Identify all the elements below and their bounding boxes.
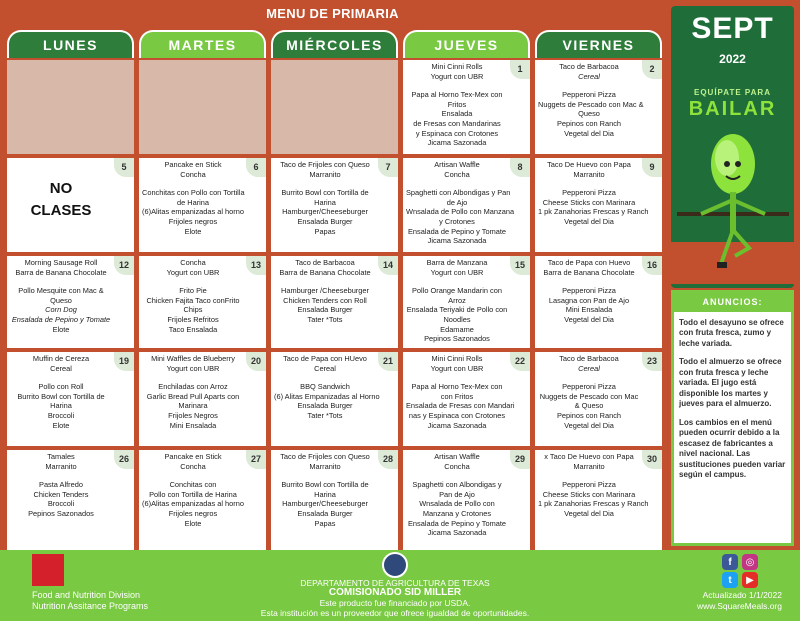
menu-item: Concha bbox=[180, 169, 206, 179]
menu-item: Vegetal del Dia bbox=[564, 216, 614, 226]
menu-item: Barra de Banana Chocolate bbox=[15, 267, 107, 277]
menu-item: Pancake en Stick bbox=[164, 452, 222, 461]
menu-item: Taco Ensalada bbox=[168, 324, 218, 334]
menu-item bbox=[274, 277, 376, 286]
menu-item: Nuggets de Pescado con Mac bbox=[539, 391, 639, 401]
menu-item: Cereal bbox=[50, 363, 72, 373]
menu-item: Frijoles negros bbox=[168, 508, 218, 518]
menu-item bbox=[10, 373, 112, 382]
footer-commissioner: COMISIONADO SID MILLER bbox=[328, 587, 462, 598]
menu-item: Vegetal del Dia bbox=[564, 128, 614, 138]
menu-item: Concha bbox=[180, 461, 206, 471]
menu-item: Pollo Orange Mandarin con bbox=[412, 286, 502, 296]
footer-division: Food and Nutrition Division bbox=[32, 590, 141, 600]
menu-item: Yogurt con UBR bbox=[166, 267, 220, 277]
square-meals-logo-icon bbox=[32, 554, 64, 586]
day-cell bbox=[271, 256, 398, 348]
footer-department: DEPARTAMENTO DE AGRICULTURA DE TEXAS bbox=[300, 578, 490, 588]
menu-item: Mini Cinni Rolls bbox=[431, 354, 483, 363]
menu-item: Marranito bbox=[573, 461, 605, 471]
menu-item: Papas bbox=[314, 226, 336, 236]
day-number: 21 bbox=[378, 352, 398, 371]
day-cell bbox=[7, 256, 134, 348]
day-cell bbox=[271, 60, 398, 154]
month-label: SEPT bbox=[691, 12, 774, 45]
menu-item: 1 pk Zanahorias Frescas y Ranch bbox=[538, 499, 649, 509]
menu-item: Garlic Bread Pull Aparts con bbox=[146, 391, 240, 401]
menu-item: Pasta Alfredo bbox=[39, 480, 83, 490]
menu-item: Taco de Papa con Huevo bbox=[547, 258, 631, 267]
day-cell bbox=[7, 352, 134, 446]
year-label: 2022 bbox=[719, 52, 746, 66]
menu-item: Conchitas con Pollo con Tortilla bbox=[142, 188, 245, 198]
menu-item: Queso bbox=[578, 109, 600, 119]
menu-item: Tater *Tots bbox=[307, 314, 343, 324]
menu-item: Burrito Bowl con Tortilla de bbox=[17, 391, 105, 401]
announcement-lunch: Todo el almuerzo se ofrece con fruta fresca y leche variada. El jugo está disponible los martes y jueves para el almuerzo. bbox=[679, 357, 782, 408]
menu-item: Chicken Tenders bbox=[33, 489, 89, 499]
slogan-main: BAILAR bbox=[688, 98, 777, 120]
footer bbox=[0, 550, 800, 621]
menu-item bbox=[142, 179, 244, 188]
menu-item: Pepinos Sazonados bbox=[28, 508, 94, 518]
day-cell bbox=[7, 450, 134, 550]
day-cell bbox=[139, 352, 266, 446]
menu-item: Mini Ensalada bbox=[169, 420, 217, 430]
day-number: 26 bbox=[114, 450, 134, 469]
menu-item: Papa al Horno Tex-Mex con bbox=[411, 90, 503, 100]
menu-item: Elote bbox=[52, 324, 70, 334]
menu-item: Mini Waffles de Blueberry bbox=[151, 354, 235, 363]
menu-item: Noodles bbox=[443, 314, 471, 324]
menu-item: Conchitas con bbox=[169, 480, 217, 490]
announcements-heading: ANUNCIOS: bbox=[674, 293, 791, 312]
menu-item: Pepinos con Ranch bbox=[556, 410, 622, 420]
menu-item: Hamburger/Cheeseburger bbox=[282, 207, 368, 217]
menu-item: Ensalada Teriyaki de Pollo con bbox=[406, 305, 508, 315]
menu-item: Cereal bbox=[578, 363, 600, 373]
menu-item: Muffin de Cereza bbox=[32, 354, 90, 363]
menu-item: Taco de Barbacoa bbox=[559, 354, 619, 363]
day-number: 6 bbox=[246, 158, 266, 177]
month-banner bbox=[671, 6, 794, 288]
menu-item: de Fresas con Mandarinas bbox=[413, 118, 501, 128]
menu-item bbox=[274, 179, 376, 188]
menu-item: de Harina bbox=[176, 197, 210, 207]
menu-item: Yogurt con UBR bbox=[430, 71, 484, 81]
menu-item: Taco de Frijoles con Queso bbox=[280, 452, 370, 461]
menu-item: (6) Alitas Empanizadas al Horno bbox=[274, 391, 380, 401]
menu-item: Frijoles negros bbox=[168, 216, 218, 226]
day-number: 8 bbox=[510, 158, 530, 177]
menu-item bbox=[10, 471, 112, 480]
day-cell bbox=[271, 158, 398, 252]
menu-item: Ensalada Burger bbox=[297, 508, 353, 518]
menu-item: Arroz bbox=[448, 295, 466, 305]
menu-item: x Taco De Huevo con Papa bbox=[544, 452, 634, 461]
no-class-label: CLASES bbox=[30, 202, 92, 219]
menu-item bbox=[406, 471, 508, 480]
day-header-4: VIERNES bbox=[535, 30, 662, 58]
menu-item: & Queso bbox=[574, 401, 604, 411]
menu-item: Nuggets de Pescado con Mac & bbox=[538, 99, 644, 109]
menu-item bbox=[406, 277, 508, 286]
day-cell bbox=[139, 450, 266, 550]
menu-item: Broccoli bbox=[47, 499, 75, 509]
menu-item: Morning Sausage Roll bbox=[24, 258, 98, 267]
menu-item: Fritos bbox=[447, 99, 467, 109]
menu-item: Chicken Fajita Taco conFrito bbox=[146, 295, 240, 305]
menu-item bbox=[406, 81, 508, 90]
menu-item: Pollo Mesquite con Mac & bbox=[18, 286, 104, 296]
day-cell bbox=[271, 450, 398, 550]
footer-left bbox=[32, 590, 148, 612]
menu-item: Taco de Barbacoa bbox=[295, 258, 355, 267]
menu-item: Pepinos con Ranch bbox=[556, 118, 622, 128]
day-cell bbox=[403, 450, 530, 550]
day-number: 12 bbox=[114, 256, 134, 275]
footer-programs: Nutrition Assitance Programs bbox=[32, 601, 149, 611]
menu-item: Pollo con Roll bbox=[38, 382, 84, 392]
menu-item: BBQ Sandwich bbox=[300, 382, 350, 392]
menu-item bbox=[406, 373, 508, 382]
menu-item: Jicama Sazonada bbox=[427, 528, 487, 538]
menu-item: Taco de Papa con HUevo bbox=[283, 354, 367, 363]
announcements-panel bbox=[671, 290, 794, 546]
footer-center bbox=[230, 578, 560, 618]
menu-item: Jicama Sazonada bbox=[427, 236, 487, 246]
announcement-breakfast: Todo el desayuno se ofrece con fruta fresca, zumo y leche variada. bbox=[679, 317, 784, 348]
day-number: 28 bbox=[378, 450, 398, 469]
day-header-3: JUEVES bbox=[403, 30, 530, 58]
day-header-1: MARTES bbox=[139, 30, 266, 58]
menu-item: Ensalada de Pepino y Tomate bbox=[407, 518, 507, 528]
menu-item bbox=[538, 179, 640, 188]
day-number: 19 bbox=[114, 352, 134, 371]
day-cell bbox=[535, 256, 662, 348]
footer-equal-opportunity: Esta institución es un proveedor que ofrece igualdad de oportunidades. bbox=[260, 608, 530, 618]
menu-item: Marinara bbox=[178, 401, 208, 411]
day-number: 9 bbox=[642, 158, 662, 177]
menu-item: Pepperoni Pizza bbox=[562, 286, 616, 296]
day-cell bbox=[403, 352, 530, 446]
menu-item: Harina bbox=[314, 197, 336, 207]
footer-website[interactable]: www.SquareMeals.org bbox=[696, 601, 782, 611]
menu-item: Wnsalada de Pollo con bbox=[419, 499, 495, 509]
menu-item: Ensalada de Pepino y Tomate bbox=[407, 226, 507, 236]
day-number: 5 bbox=[114, 158, 134, 177]
menu-item bbox=[538, 373, 640, 382]
menu-item: Elote bbox=[184, 226, 202, 236]
day-header-2: MIÉRCOLES bbox=[271, 30, 398, 58]
menu-item: Ensalada Burger bbox=[297, 401, 353, 411]
day-number: 2 bbox=[642, 60, 662, 79]
menu-item: 1 pk Zanahorias Frescas y Ranch bbox=[538, 207, 649, 217]
day-cell bbox=[139, 60, 266, 154]
menu-item: Mini Ensalada bbox=[565, 305, 613, 315]
menu-item: Taco de Barbacoa bbox=[559, 62, 619, 71]
menu-item: Broccoli bbox=[47, 410, 75, 420]
menu-item: Chips bbox=[183, 305, 203, 315]
menu-item: Jicama Sazonada bbox=[427, 138, 487, 148]
menu-item bbox=[142, 277, 244, 286]
day-number: 13 bbox=[246, 256, 266, 275]
menu-item: Frito Pie bbox=[179, 286, 207, 296]
menu-item: Pepperoni Pizza bbox=[562, 90, 616, 100]
menu-item bbox=[538, 81, 640, 90]
menu-item: Frijoles Negros bbox=[168, 410, 218, 420]
menu-item: Chicken Tenders con Roll bbox=[283, 295, 367, 305]
menu-item: Edamame bbox=[440, 324, 474, 334]
menu-item bbox=[10, 277, 112, 286]
menu-item: Cheese Sticks con Marinara bbox=[542, 197, 636, 207]
menu-item: Ensalada bbox=[441, 109, 473, 119]
menu-item: Yogurt con UBR bbox=[166, 363, 220, 373]
day-cell bbox=[535, 60, 662, 154]
menu-item: Concha bbox=[180, 258, 206, 267]
menu-item: Pollo con Tortilla de Harina bbox=[149, 489, 237, 499]
day-cell bbox=[403, 158, 530, 252]
youtube-icon[interactable]: ▶ bbox=[742, 572, 758, 588]
menu-item: Ensalada Burger bbox=[297, 305, 353, 315]
menu-item: Harina bbox=[314, 489, 336, 499]
menu-item: Enchiladas con Arroz bbox=[158, 382, 228, 392]
menu-item: Spaghetti con Albondigas y Pan bbox=[406, 188, 511, 198]
menu-item: Pancake en Stick bbox=[164, 160, 222, 169]
menu-item: Pepperoni Pizza bbox=[562, 480, 616, 490]
day-cell bbox=[535, 158, 662, 252]
menu-item: con Fritos bbox=[440, 391, 474, 401]
facebook-icon[interactable]: f bbox=[722, 554, 738, 570]
menu-item: Papas bbox=[314, 518, 336, 528]
twitter-icon[interactable]: t bbox=[722, 572, 738, 588]
menu-item: Frijoles Refritos bbox=[167, 314, 219, 324]
day-number: 23 bbox=[642, 352, 662, 371]
day-number: 1 bbox=[510, 60, 530, 79]
menu-item: Pepinos Sazonados bbox=[424, 334, 490, 344]
menu-item: Marranito bbox=[309, 461, 341, 471]
day-number: 27 bbox=[246, 450, 266, 469]
menu-item bbox=[142, 373, 244, 382]
menu-calendar bbox=[7, 30, 666, 550]
menu-item: Mini Cinni Rolls bbox=[431, 62, 483, 71]
texas-seal-icon bbox=[382, 552, 408, 578]
menu-item: Barra de Banana Chocolate bbox=[543, 267, 635, 277]
menu-item: Lasagna con Pan de Ajo bbox=[548, 295, 630, 305]
menu-item bbox=[142, 471, 244, 480]
day-cell bbox=[535, 352, 662, 446]
day-number: 22 bbox=[510, 352, 530, 371]
menu-item: Taco De Huevo con Papa bbox=[547, 160, 631, 169]
menu-item: Tater *Tots bbox=[307, 410, 343, 420]
menu-item bbox=[274, 471, 376, 480]
menu-item: (6)Alitas empanizadas al horno bbox=[142, 207, 244, 217]
menu-item: Barra de Manzana bbox=[426, 258, 488, 267]
menu-item: Pan de Ajo bbox=[439, 489, 475, 499]
menu-item: Hamburger/Cheeseburger bbox=[282, 499, 368, 509]
menu-item: Yogurt con UBR bbox=[430, 363, 484, 373]
menu-item: Marranito bbox=[573, 169, 605, 179]
menu-item: Hamburger /Cheeseburger bbox=[281, 286, 369, 296]
menu-item: Ensalada de Pepino y Tomate bbox=[11, 314, 111, 324]
page-title: MENU DE PRIMARIA bbox=[266, 6, 399, 21]
footer-updated: Actualizado 1/1/2022 bbox=[702, 590, 782, 600]
day-cell bbox=[139, 158, 266, 252]
menu-item: Burrito Bowl con Tortilla de bbox=[281, 480, 369, 490]
menu-item: Yogurt con UBR bbox=[430, 267, 484, 277]
day-cell bbox=[271, 352, 398, 446]
day-number: 29 bbox=[510, 450, 530, 469]
instagram-icon[interactable]: ◎ bbox=[742, 554, 758, 570]
menu-item: Vegetal del Dia bbox=[564, 508, 614, 518]
menu-item: de Ajo bbox=[446, 197, 468, 207]
menu-item: Corn Dog bbox=[45, 305, 77, 315]
menu-item: Elote bbox=[184, 518, 202, 528]
menu-item: Elote bbox=[52, 420, 70, 430]
menu-item: Taco de Frijoles con Queso bbox=[280, 160, 370, 169]
menu-item: y Crotones bbox=[439, 216, 475, 226]
menu-item: Jicama Sazonada bbox=[427, 420, 487, 430]
day-number: 30 bbox=[642, 450, 662, 469]
menu-item: Marranito bbox=[309, 169, 341, 179]
sidebar bbox=[671, 6, 794, 546]
day-cell bbox=[7, 60, 134, 154]
menu-item: Wnsalada de Pollo con Manzana bbox=[406, 207, 515, 217]
lettuce-dancer-icon bbox=[671, 124, 794, 284]
day-number: 14 bbox=[378, 256, 398, 275]
menu-item: (6)Alitas empanizadas al horno bbox=[142, 499, 244, 509]
menu-item: nas y Espinaca con Crotones bbox=[408, 410, 506, 420]
menu-item: Pepperoni Pizza bbox=[562, 188, 616, 198]
menu-item: Papa al Horno Tex-Mex con bbox=[411, 382, 503, 392]
menu-item: Cereal bbox=[314, 363, 336, 373]
footer-usda: Este producto fue financiado por USDA. bbox=[319, 598, 471, 608]
menu-item: Artisan Waffle bbox=[434, 452, 480, 461]
menu-item: Pepperoni Pizza bbox=[562, 382, 616, 392]
menu-item: Marranito bbox=[45, 461, 77, 471]
day-header-0: LUNES bbox=[7, 30, 134, 58]
slogan-top: EQUÍPATE PARA bbox=[693, 88, 771, 97]
menu-item: Concha bbox=[444, 169, 470, 179]
day-cell bbox=[535, 450, 662, 550]
day-cell bbox=[403, 256, 530, 348]
day-cell bbox=[139, 256, 266, 348]
menu-item: Ensalada de Fresas con Mandari bbox=[406, 401, 515, 411]
menu-item: Tamales bbox=[47, 452, 75, 461]
menu-item: Concha bbox=[444, 461, 470, 471]
day-number: 7 bbox=[378, 158, 398, 177]
footer-right bbox=[697, 590, 782, 612]
day-number: 16 bbox=[642, 256, 662, 275]
announcement-changes: Los cambios en el menú pueden ocurrir debido a la escasez de fabricantes a nivel nacional. Las sustituciones pueden variar según el campus. bbox=[679, 417, 786, 479]
menu-item: Ensalada Burger bbox=[297, 216, 353, 226]
menu-item bbox=[274, 373, 376, 382]
day-cell bbox=[7, 158, 134, 252]
menu-item: Cereal bbox=[578, 71, 600, 81]
menu-item: y Espinaca con Crotones bbox=[415, 128, 499, 138]
menu-item: Vegetal del Dia bbox=[564, 314, 614, 324]
menu-item: Queso bbox=[50, 295, 72, 305]
day-cell bbox=[403, 60, 530, 154]
day-number: 20 bbox=[246, 352, 266, 371]
menu-item: Artisan Waffle bbox=[434, 160, 480, 169]
menu-item bbox=[538, 471, 640, 480]
menu-item bbox=[538, 277, 640, 286]
menu-item: Burrito Bowl con Tortilla de bbox=[281, 188, 369, 198]
day-number: 15 bbox=[510, 256, 530, 275]
menu-item: Harina bbox=[50, 401, 72, 411]
menu-item: Barra de Banana Chocolate bbox=[279, 267, 371, 277]
menu-item: Manzana y Crotones bbox=[422, 508, 492, 518]
menu-item: Spaghetti con Albondigas y bbox=[412, 480, 502, 490]
menu-item: Vegetal del Dia bbox=[564, 420, 614, 430]
menu-item: Cheese Sticks con Marinara bbox=[542, 489, 636, 499]
no-class-label: NO bbox=[49, 180, 73, 197]
menu-item bbox=[406, 179, 508, 188]
